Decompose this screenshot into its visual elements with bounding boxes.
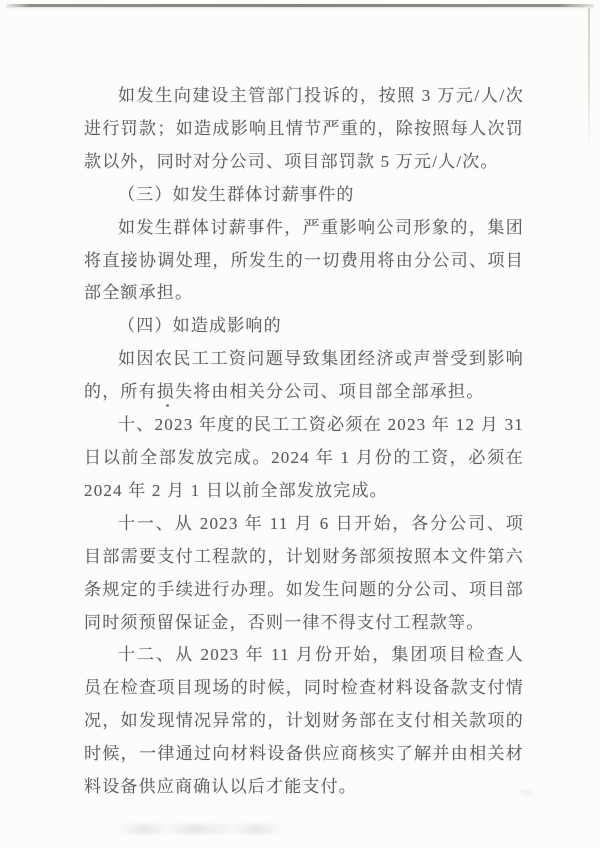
scan-right-edge-line [588, 8, 590, 153]
document-body [84, 80, 524, 804]
paragraph: 十、2023 年度的民工工资必须在 2023 年 12 月 31 日以前全部发放完成。2024 年 1 月份的工资，必须在 2024 年 2 月 1 日以前全部发放完成。 [84, 415, 524, 500]
paragraph: 十一、从 2023 年 11 月 6 日开始，各分公司、项目部需要支付工程款的，计划财务部须按照本文件第六条规定的手续进行办理。如发生问题的分公司、项目部同时须预留保证金，否则一律不得支付工程款等。 [84, 513, 524, 632]
paragraph: 如发生向建设主管部门投诉的，按照 3 万元/人/次进行罚款；如造成影响且情节严重的，除按照每人次罚款以外，同时对分公司、项目部罚款 5 万元/人/次。 [84, 86, 524, 171]
paragraph: 如因农民工工资问题导致集团经济或声誉受到影响的，所有损失将由相关分公司、项目部全部承担。 [84, 349, 524, 402]
paragraph: （三）如发生群体讨薪事件的 [118, 184, 355, 204]
scan-smudge-small [520, 790, 534, 795]
scan-smudge [118, 824, 283, 834]
paragraph: 十二、从 2023 年 11 月份开始，集团项目检查人员在检查项目现场的时候，同时检查材料设备款支付情况，如发现情况异常的，计划财务部在支付相关款项的时候，一律通过向材料设备供应商核实了解并由相关材料设备供应商确认以后才能支付。 [84, 645, 524, 797]
paragraph: 如发生群体讨薪事件，严重影响公司形象的，集团将直接协调处理，所发生的一切费用将由分公司、项目部全额承担。 [84, 217, 524, 303]
scan-top-edge-shadow [6, 7, 594, 9]
paragraph: （四）如造成影响的 [118, 316, 282, 336]
scan-ink-speck [166, 404, 169, 407]
